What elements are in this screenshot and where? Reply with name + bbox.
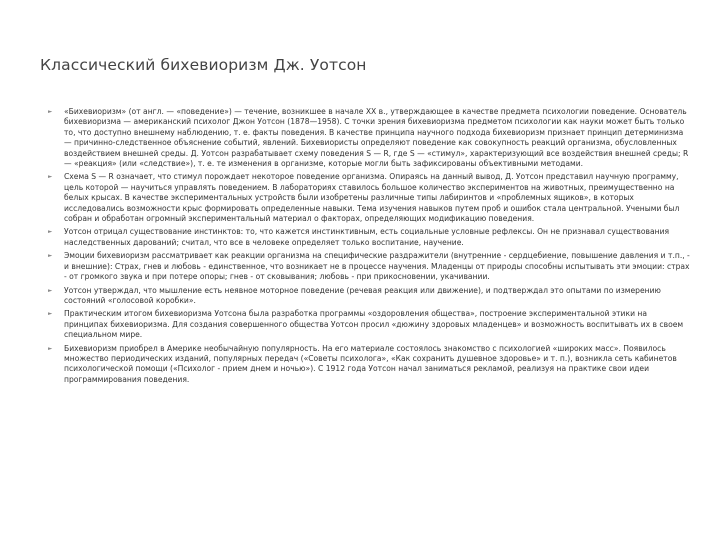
bullet-item [48, 107, 693, 169]
triangle-right-icon: ► [48, 109, 53, 115]
bullet-text: Практическим итогом бихевиоризма Уотсона была разработка программы «оздоровления общества», построение экспериментальной этики на принципах бихевиоризма. Для создания совершенного общества Уотсон просил «дюжину здоровых младенцев» и возможность воспитывать их в своем специальном мире. [64, 309, 684, 340]
bullet-text: Бихевиоризм приобрел в Америке необычайную популярность. На его материале состоялось знакомство с психологией «широких масс». Появилось множество периодических изданий, популярных передач («Советы психолога», «Как сохранить душевное здоровье» и т. п.), возникла сеть кабинетов психологической помощи («Психолог - прием днем и ночью»). С 1912 года Уотсон начал заниматься рекламой, реализуя на практике свои идеи программирования поведения. [64, 343, 677, 384]
bullet-item [48, 172, 693, 224]
triangle-right-icon: ► [48, 287, 53, 294]
bullet-item [48, 227, 693, 248]
triangle-right-icon: ► [48, 174, 53, 181]
bullet-text: «Бихевиоризм» (от англ. — «поведение») — течение, возникшее в начале XX в., утверждающее в качестве предмета психологии поведение. Основатель бихевиоризма — американский психолог Джон Уотсон (1878—1958). С точки зрения бихевиоризма предметом психологии как науки может быть только то, что доступно внешнему наблюдению, т. е. факты поведения. В качестве принципа научного подхода бихевиоризм признает принцип детерминизма — причинно-следственное объяснение событий, явлений. Бихевиористы определяют поведение как совокупность реакций организма, обусловленных воздействием внешней среды. Д. Уотсон разрабатывает схему поведения S — R, где S — «стимул», характеризующий все воздействия внешней среды; R— «реакция» (или «следствие»), т. е. те изменения в организме, которые могли быть зафиксированы объективными методами. [64, 107, 689, 169]
triangle-right-icon: ► [48, 253, 53, 260]
triangle-right-icon: ► [48, 311, 53, 318]
bullet-text: Уотсон отрицал существование инстинктов: то, что кажется инстинктивным, есть социальные условные рефлексы. Он не признавал существования наследственных дарований; считал, что все в человеке определяет только воспитание, научение. [64, 227, 670, 247]
bullet-item [48, 286, 693, 307]
bullet-item [48, 309, 693, 340]
bullet-item [48, 344, 693, 386]
slide-title: Классический бихевиоризм Дж. Уотсон [40, 56, 367, 74]
bullet-list [48, 107, 693, 388]
triangle-right-icon: ► [48, 345, 53, 352]
bullet-text: Схема S — R означает, что стимул порождает некоторое поведение организма. Опираясь на данный вывод, Д. Уотсон представил научную программу, цель которой — научиться управлять поведением. В лабораториях ставилось большое количество экспериментов на животных, преимущественно на белых крысах. В качестве экспериментальных устройств были изобретены различные типы лабиринтов и «проблемных ящиков», в которых исследовались возможности крыс формировать определенные навыки. Тема изучения навыков путем проб и ошибок стала центральной. Учеными был собран и обработан огромный экспериментальный материал о факторах, определяющих модификацию поведения. [64, 172, 680, 224]
bullet-text: Уотсон утверждал, что мышление есть неявное моторное поведение (речевая реакция или движение), и подтверждал это опытами по измерению состояний «голосовой коробки». [64, 285, 661, 305]
triangle-right-icon: ► [48, 229, 53, 236]
bullet-item [48, 251, 693, 282]
bullet-text: Эмоции бихевиоризм рассматривает как реакции организма на специфические раздражители (внутренние - сердцебиение, повышение давления и т.п., - и внешние): Страх, гнев и любовь - единственное, что возникает не в процессе научения. Младенцы от природы способны испытывать эти эмоции: страх - от громкого звука и при потере опоры; гнев - от сковывания; любовь - при прикосновении, укачивании. [64, 251, 690, 282]
